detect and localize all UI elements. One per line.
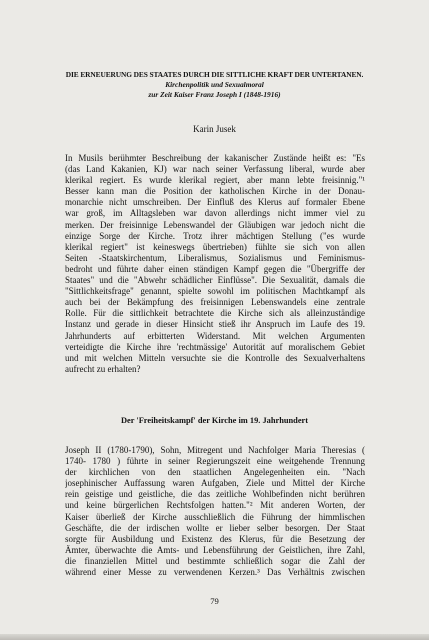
- section-heading: Der 'Freiheitskampf' der Kirche im 19. Jahrhundert: [120, 416, 309, 425]
- text-line: (das Land Kakanien, KJ) war nach seiner Verfassung liberal, wurde aber: [65, 164, 365, 175]
- text-line: verteidigte die Kirche ihre 'rechtmässige' Autorität auf moralischem Gebiet: [65, 341, 365, 352]
- text-line: josephinischer Auffassung waren Aufgaben, Ziele und Mittel der Kirche: [65, 478, 365, 489]
- paragraph-josephinism: [65, 445, 365, 578]
- text-line: die finanziellen Mittel und bestimmte schließlich sogar die Zahl der: [65, 555, 365, 566]
- text-line: klerikal regiert. Es wurde klerikal regiert, aber mann lebte freisinnig."¹: [65, 175, 365, 186]
- text-line: Geschäfte, die der irdischen wollte er lieber selber besorgen. Der Staat: [65, 522, 365, 533]
- text-line: auch bei der Bekämpfung des freisinnigen Lebenswandels eine zentrale: [65, 297, 365, 308]
- text-line: 1740- 1780 ) führte in seiner Regierungszeit eine weitgehende Trennung: [65, 456, 365, 467]
- text-line: der kirchlichen von den staatlichen Angelegenheiten ein. "Nach: [65, 467, 365, 478]
- document-title: DIE ERNEUERUNG DES STAATES DURCH DIE SITTLICHE KRAFT DER UNTERTANEN.: [65, 70, 364, 79]
- text-line: Instanz und gerade in dieser Hinsicht stieß ihr Anspruch im Laufe des 19.: [65, 319, 365, 330]
- text-line: sorgte für Ausbildung und Existenz des Klerus, für die Besetzung der: [65, 533, 365, 544]
- text-line: Staates" und die "Abwehr schädlicher Einflüsse". Die Sexualität, damals die: [65, 275, 365, 286]
- text-line: bedroht und führte daher einen ständigen Kampf gegen die "Übergriffe der: [65, 263, 365, 274]
- document-subtitle-line-1: Kirchenpolitik und Sexualmoral: [165, 80, 264, 89]
- text-line: und keine bürgerlichen Rechtsfolgen hatten."² Mit anderen Worten, der: [65, 500, 365, 511]
- text-line: merken. Der freisinnige Lebenswandel der Gläubigen war jedoch nicht die: [65, 219, 365, 230]
- text-line: rein geistige und geistliche, die das zeitliche Wohlbefinden nicht berühren: [65, 489, 365, 500]
- text-line: und mit welchen Mitteln versuchte sie die Kontrolle des Sexualverhaltens: [65, 352, 365, 363]
- document-subtitle-line-2: zur Zeit Kaiser Franz Joseph I (1848-1916): [148, 90, 281, 99]
- paragraph-intro: [65, 153, 365, 375]
- text-line: Jahrhunderts auf erbitterten Widerstand. Mit welchen Argumenten: [65, 330, 365, 341]
- text-line: In Musils berühmter Beschreibung der kakanischer Zustände heißt es: "Es: [65, 153, 365, 163]
- document-header: [0, 70, 429, 100]
- text-line: während einer Messe zu verwendenen Kerzen.³ Das Verhältnis zwischen: [65, 567, 365, 578]
- author-name: Karin Jusek: [193, 124, 236, 134]
- text-line: Kaiser überließ der Kirche ausschließlich die Führung der himmlischen: [65, 511, 365, 522]
- text-line: Besser kann man die Position der katholischen Kirche in der Donau-: [65, 186, 365, 197]
- page-number: 79: [210, 596, 219, 606]
- text-line: Seiten -Staatskirchentum, Liberalismus, Sozialismus und Feminismus-: [65, 252, 365, 263]
- text-line: Ämter, überwachte die Amts- und Lebensführung der Geistlichen, ihre Zahl,: [65, 544, 365, 555]
- text-line: klerikal regiert" ist keineswegs übertrieben) fühlte sie sich von allen: [65, 241, 365, 252]
- text-line: Joseph II (1780-1790), Sohn, Mitregent und Nachfolger Maria Theresias (: [65, 445, 365, 455]
- text-line: aufrecht zu erhalten?: [65, 363, 141, 374]
- text-line: Rolle. Für die sittlichkeit betrachtete die Kirche sich als alleinzuständige: [65, 308, 365, 319]
- text-line: einzige Sorge der Kirche. Trotz ihrer mächtigen Stellung ("es wurde: [65, 230, 365, 241]
- text-line: monarchie nicht umschreiben. Der Einfluß des Klerus auf formaler Ebene: [65, 197, 365, 208]
- text-line: "Sittlichkeitsfrage" genannt, spielte sowohl im politischen Machtkampf als: [65, 286, 365, 297]
- text-line: war groß, im Alltagsleben war davon allerdings nicht immer viel zu: [65, 208, 365, 219]
- scan-edge: [0, 634, 429, 640]
